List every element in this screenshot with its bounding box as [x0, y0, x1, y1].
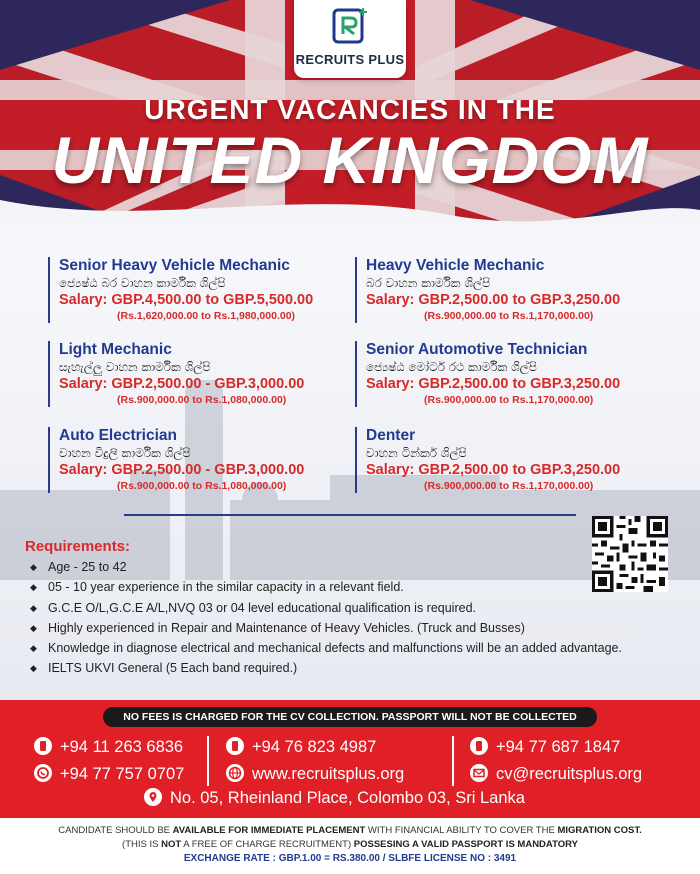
- requirement-item: ◆ Knowledge in diagnose electrical and mechanical defects and malfunctions will be an added advantage.: [28, 638, 658, 658]
- job-title-sinhala: සැහැල්ලු වාහන කාර්මික ශිල්පි: [59, 360, 211, 374]
- job-title: Senior Automotive Technician: [366, 341, 588, 358]
- footer-disclaimer: [0, 818, 700, 874]
- footer-emphasis: POSSESING A VALID PASSPORT IS MANDATORY: [353, 839, 578, 850]
- contact-address: [144, 788, 525, 808]
- job-card: [48, 257, 348, 323]
- requirement-item: ◆ 05 - 10 year experience in the similar capacity in a relevant field.: [28, 577, 658, 597]
- job-salary: Salary: GBP.2,500.00 to GBP.3,250.00: [366, 462, 621, 478]
- job-title-sinhala: බර වාහන කාර්මික ශිල්පි: [366, 276, 491, 290]
- website-link: www.recruitsplus.org: [252, 765, 405, 783]
- job-salary-lkr: (Rs.900,000.00 to Rs.1,170,000.00): [424, 394, 594, 406]
- phone-icon: [34, 737, 52, 755]
- job-salary-lkr: (Rs.900,000.00 to Rs.1,080,000.00): [117, 480, 287, 492]
- contact-email[interactable]: [470, 764, 642, 784]
- requirement-item: ◆ Age - 25 to 42: [28, 557, 658, 577]
- headline-line1: URGENT VACANCIES IN THE: [144, 94, 556, 125]
- phone-icon: [470, 737, 488, 755]
- job-card: [355, 257, 655, 323]
- brand-name: RECRUITS PLUS: [295, 52, 405, 67]
- section-divider: [124, 514, 576, 516]
- exchange-rate-license: EXCHANGE RATE : GBP.1.00 = RS.380.00 / SLBFE LICENSE NO : 3491: [183, 853, 517, 864]
- job-salary: Salary: GBP.2,500.00 to GBP.3,250.00: [366, 376, 621, 392]
- contact-phone-1[interactable]: [34, 737, 183, 757]
- job-title: Heavy Vehicle Mechanic: [366, 257, 545, 274]
- job-title: Denter: [366, 427, 416, 444]
- requirement-item: ◆ Highly experienced in Repair and Maintenance of Heavy Vehicles. (Truck and Busses): [28, 618, 658, 638]
- job-title-sinhala: ජ්‍යෙෂ්ඨ මෝටර් රථ කාර්මික ශිල්පි: [366, 360, 537, 374]
- job-salary-lkr: (Rs.900,000.00 to Rs.1,170,000.00): [424, 310, 594, 322]
- job-title-sinhala: වාහන විදුලි කාර්මික ශිල්පි: [59, 446, 191, 460]
- whatsapp-number: +94 77 757 0707: [60, 765, 185, 783]
- phone-icon: [226, 737, 244, 755]
- contact-phone-3[interactable]: [470, 737, 620, 757]
- phone-number: +94 77 687 1847: [496, 738, 621, 756]
- requirement-item: ◆ IELTS UKVI General (5 Each band required.): [28, 658, 658, 678]
- contact-separator: [207, 736, 209, 786]
- job-salary-lkr: (Rs.900,000.00 to Rs.1,170,000.00): [424, 480, 594, 492]
- contact-website[interactable]: [226, 764, 404, 784]
- footer-text: (THIS IS: [122, 839, 162, 850]
- job-salary: Salary: GBP.2,500.00 - GBP.3,000.00: [59, 462, 305, 478]
- contact-whatsapp[interactable]: [34, 764, 184, 784]
- footer-line-1: [0, 818, 700, 838]
- email-icon: [470, 764, 488, 782]
- job-title: Senior Heavy Vehicle Mechanic: [59, 257, 290, 274]
- phone-number: +94 11 263 6836: [60, 738, 184, 756]
- footer-emphasis: AVAILABLE FOR IMMEDIATE PLACEMENT: [172, 825, 366, 836]
- brand-logo: [294, 0, 406, 78]
- email-address: cv@recruitsplus.org: [496, 765, 643, 783]
- no-fee-notice: NO FEES IS CHARGED FOR THE CV COLLECTION. PASSPORT WILL NOT BE COLLECTED: [103, 707, 597, 727]
- footer-text: CANDIDATE SHOULD BE: [58, 825, 173, 836]
- job-title: Light Mechanic: [59, 341, 172, 358]
- headline-country: UNITED KINGDOM: [51, 123, 649, 197]
- footer-text: A FREE OF CHARGE RECRUITMENT): [181, 839, 354, 850]
- address-text: No. 05, Rheinland Place, Colombo 03, Sri Lanka: [170, 789, 525, 807]
- job-salary-lkr: (Rs.1,620,000.00 to Rs.1,980,000.00): [117, 310, 296, 322]
- logo-icon: [330, 6, 370, 46]
- job-card: [48, 341, 348, 407]
- footer-emphasis: MIGRATION COST.: [557, 825, 642, 836]
- footer-text: WITH FINANCIAL ABILITY TO COVER THE: [365, 825, 558, 836]
- phone-number: +94 76 823 4987: [252, 738, 377, 756]
- globe-icon: [226, 764, 244, 782]
- job-salary: Salary: GBP.2,500.00 - GBP.3,000.00: [59, 376, 305, 392]
- location-icon: [144, 788, 162, 806]
- contact-phone-2[interactable]: [226, 737, 376, 757]
- requirements-list: [28, 557, 658, 679]
- job-salary: Salary: GBP.4,500.00 to GBP.5,500.00: [59, 292, 314, 308]
- job-card: [355, 427, 655, 493]
- contact-separator: [452, 736, 454, 786]
- footer-emphasis: NOT: [161, 839, 182, 850]
- job-card: [355, 341, 655, 407]
- job-card: [48, 427, 348, 493]
- job-title: Auto Electrician: [59, 427, 177, 444]
- job-title-sinhala: වාහන ටින්කර් ශිල්පි: [366, 446, 467, 460]
- requirement-item: ◆ G.C.E O/L,G.C.E A/L,NVQ 03 or 04 level educational qualification is required.: [28, 598, 658, 618]
- job-title-sinhala: ජ්‍යෙෂ්ඨ බර වාහන කාර්මික ශිල්පි: [59, 276, 226, 290]
- footer-line-2: [0, 838, 700, 852]
- requirements-title: Requirements:: [25, 538, 131, 555]
- job-salary-lkr: (Rs.900,000.00 to Rs.1,080,000.00): [117, 394, 287, 406]
- whatsapp-icon: [34, 764, 52, 782]
- job-salary: Salary: GBP.2,500.00 to GBP.3,250.00: [366, 292, 621, 308]
